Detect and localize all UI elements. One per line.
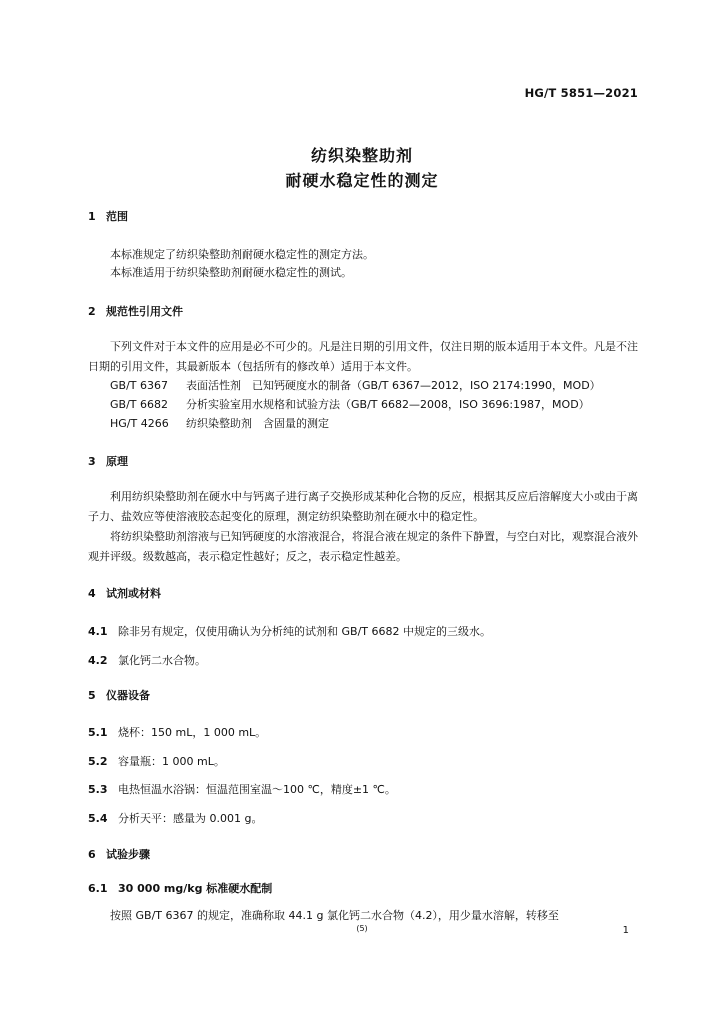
reference-code: GB/T 6682 (110, 398, 168, 411)
paragraph: 利用纺织染整助剂在硬水中与钙离子进行离子交换形成某种化合物的反应，根据其反应后溶解度大小或由于离子力、盐效应等使溶液胶态起变化的原理，测定纺织染整助剂在硬水中的稳定性。 (88, 490, 638, 523)
paragraph: 按照 GB/T 6367 的规定，准确称取 44.1 g 氯化钙二水合物（4.2），用少量水溶解，转移至 (110, 909, 559, 922)
clause-text: 除非另有规定，仅使用确认为分析纯的试剂和 GB/T 6682 中规定的三级水。 (118, 625, 491, 638)
clause-number: 5.2 (88, 755, 108, 768)
paragraph: 下列文件对于本文件的应用是必不可少的。凡是注日期的引用文件，仅注日期的版本适用于本文件。凡是不注日期的引用文件，其最新版本（包括所有的修改单）适用于本文件。 (88, 340, 638, 373)
clause-text: 氯化钙二水合物。 (118, 654, 206, 667)
section-title: 规范性引用文件 (106, 305, 183, 318)
reference-item (110, 377, 601, 393)
clause (88, 652, 206, 668)
reference-title: 表面活性剂 已知钙硬度水的制备（GB/T 6367—2012，ISO 2174:1990，MOD） (186, 379, 601, 392)
section-title: 试剂或材料 (106, 587, 161, 600)
section-6-heading (88, 846, 150, 862)
section-1-heading (88, 208, 128, 224)
standard-code: HG/T 5851—2021 (524, 86, 638, 100)
clause (88, 724, 266, 740)
section-2-heading (88, 303, 183, 319)
paragraph: 本标准规定了纺织染整助剂耐硬水稳定性的测定方法。 (110, 248, 374, 261)
clause-number: 5.3 (88, 783, 108, 796)
section-number: 3 (88, 455, 96, 468)
section-title: 范围 (106, 210, 128, 223)
section-number: 1 (88, 210, 96, 223)
paragraph: 本标准适用于纺织染整助剂耐硬水稳定性的测试。 (110, 266, 352, 279)
section-number: 2 (88, 305, 96, 318)
reference-item (110, 415, 329, 431)
clause-number: 6.1 (88, 882, 108, 895)
document-title-line-2: 耐硬水稳定性的测定 (285, 171, 439, 190)
clause (88, 623, 491, 639)
reference-code: HG/T 4266 (110, 417, 169, 430)
section-4-heading (88, 585, 161, 601)
section-title: 原理 (106, 455, 128, 468)
section-title: 试验步骤 (106, 848, 150, 861)
clause-text: 电热恒温水浴锅：恒温范围室温～100 ℃，精度±1 ℃。 (118, 783, 396, 796)
subsection-6-1-heading (88, 880, 272, 896)
reference-title: 分析实验室用水规格和试验方法（GB/T 6682—2008，ISO 3696:1987，MOD） (186, 398, 590, 411)
clause-title: 30 000 mg/kg 标准硬水配制 (118, 882, 273, 895)
clause-number: 5.1 (88, 726, 108, 739)
clause (88, 810, 262, 826)
page-mark: (5) (356, 924, 368, 933)
clause-number: 5.4 (88, 812, 108, 825)
section-3-heading (88, 453, 128, 469)
section-title: 仪器设备 (106, 689, 150, 702)
clause-text: 分析天平：感量为 0.001 g。 (118, 812, 263, 825)
clause-number: 4.1 (88, 625, 108, 638)
section-number: 6 (88, 848, 96, 861)
clause (88, 781, 396, 797)
reference-item (110, 396, 590, 412)
reference-code: GB/T 6367 (110, 379, 168, 392)
clause-text: 容量瓶：1 000 mL。 (118, 755, 225, 768)
section-number: 5 (88, 689, 96, 702)
reference-title: 纺织染整助剂 含固量的测定 (186, 417, 329, 430)
document-title-line-1: 纺织染整助剂 (310, 146, 413, 165)
clause-text: 烧杯：150 mL，1 000 mL。 (118, 726, 267, 739)
section-number: 4 (88, 587, 96, 600)
page-number: 1 (622, 925, 629, 936)
clause (88, 753, 225, 769)
clause-number: 4.2 (88, 654, 108, 667)
section-5-heading (88, 687, 150, 703)
paragraph: 将纺织染整助剂溶液与已知钙硬度的水溶液混合，将混合液在规定的条件下静置，与空白对比，观察混合液外观并评级。级数越高，表示稳定性越好；反之，表示稳定性越差。 (88, 530, 638, 563)
